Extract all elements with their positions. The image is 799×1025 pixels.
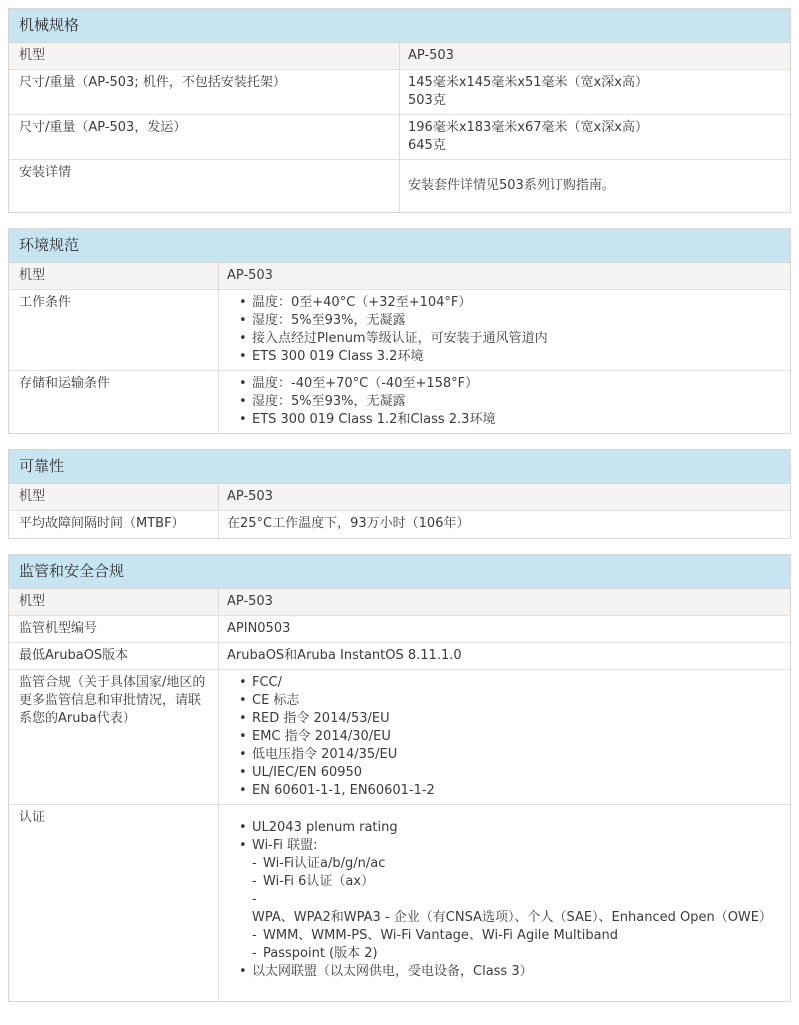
- row-value: [219, 263, 790, 289]
- table-row: [9, 371, 790, 433]
- value-line: • 接入点经过Plenum等级认证，可安装于通风管道内: [227, 330, 782, 348]
- value-line: 645克: [408, 138, 446, 153]
- row-label: 尺寸/重量（AP-503，发运）: [9, 115, 400, 159]
- table-row: [9, 160, 790, 212]
- section-title-regulatory: 监管和安全合规: [9, 555, 790, 589]
- table-row: [9, 670, 790, 805]
- row-label: 平均故障间隔时间（MTBF）: [9, 511, 219, 538]
- row-label: 尺寸/重量（AP-503; 机件，不包括安装托架）: [9, 70, 400, 114]
- value-line: • 湿度：5%至93%，无凝露: [227, 312, 782, 330]
- row-label: 安装详情: [9, 160, 400, 212]
- value-line: • RED 指令 2014/53/EU: [227, 710, 782, 728]
- table-row: [9, 589, 790, 616]
- row-value: [219, 371, 790, 433]
- row-label: 监管合规（关于具体国家/地区的更多监管信息和审批情况，请联系您的Aruba代表）: [9, 670, 219, 804]
- table-row: [9, 484, 790, 511]
- value-line: 145毫米x145毫米x51毫米（宽x深x高）: [408, 75, 648, 90]
- value-line: • UL2043 plenum rating: [227, 819, 782, 837]
- value-line: AP-503: [408, 48, 454, 63]
- section-title-mechanical: 机械规格: [9, 9, 790, 43]
- row-label: 机型: [9, 43, 400, 69]
- value-line: - WMM、WMM-PS、Wi-Fi Vantage、Wi-Fi Agile Multiband: [227, 927, 782, 945]
- value-line: • ETS 300 019 Class 1.2和Class 2.3环境: [227, 411, 782, 429]
- value-line: 在25°C工作温度下，93万小时（106年）: [227, 516, 470, 531]
- value-line: - Wi-Fi 6认证（ax）: [227, 873, 782, 891]
- value-line: - WPA、WPA2和WPA3 - 企业（有CNSA选项）、个人（SAE）、Enhanced Open（OWE）: [227, 891, 782, 927]
- table-row: [9, 616, 790, 643]
- value-line: AP-503: [227, 268, 273, 283]
- mechanical-specs-table: [8, 8, 791, 213]
- value-line: AP-503: [227, 594, 273, 609]
- row-label: 机型: [9, 263, 219, 289]
- row-value: [219, 589, 790, 615]
- value-line: APIN0503: [227, 621, 291, 636]
- value-line: • Wi-Fi 联盟:: [227, 837, 782, 855]
- environmental-specs-table: [8, 228, 791, 434]
- value-line: • 低电压指令 2014/35/EU: [227, 746, 782, 764]
- row-label: 监管机型编号: [9, 616, 219, 642]
- table-row: [9, 805, 790, 1001]
- table-row: [9, 70, 790, 115]
- value-line: 503克: [408, 93, 446, 108]
- row-value: [400, 160, 790, 212]
- row-value: [219, 511, 790, 538]
- value-line: - Passpoint (版本 2): [227, 945, 782, 963]
- table-row: [9, 511, 790, 538]
- value-line: ArubaOS和Aruba InstantOS 8.11.1.0: [227, 648, 462, 663]
- value-line: AP-503: [227, 489, 273, 504]
- table-row: [9, 115, 790, 160]
- value-line: • 温度：-40至+70°C（-40至+158°F）: [227, 375, 782, 393]
- row-value: [219, 670, 790, 804]
- table-row: [9, 290, 790, 371]
- table-row: [9, 43, 790, 70]
- value-line: • CE 标志: [227, 692, 782, 710]
- row-value: [400, 115, 790, 159]
- table-row: [9, 263, 790, 290]
- value-line: • 以太网联盟（以太网供电，受电设备，Class 3）: [227, 963, 782, 981]
- row-label: 存储和运输条件: [9, 371, 219, 433]
- row-label: 认证: [9, 805, 219, 1001]
- value-line: 安装套件详情见503系列订购指南。: [408, 178, 615, 193]
- row-value: [219, 290, 790, 370]
- row-label: 机型: [9, 589, 219, 615]
- value-line: 196毫米x183毫米x67毫米（宽x深x高）: [408, 120, 648, 135]
- row-value: [219, 616, 790, 642]
- value-line: • 湿度：5%至93%，无凝露: [227, 393, 782, 411]
- row-value: [219, 805, 790, 1001]
- section-title-environmental: 环境规范: [9, 229, 790, 263]
- value-line: - Wi-Fi认证a/b/g/n/ac: [227, 855, 782, 873]
- row-value: [219, 643, 790, 669]
- reliability-table: [8, 449, 791, 539]
- row-value: [400, 43, 790, 69]
- row-label: 机型: [9, 484, 219, 510]
- section-title-reliability: 可靠性: [9, 450, 790, 484]
- table-row: [9, 643, 790, 670]
- regulatory-compliance-table: [8, 554, 791, 1002]
- value-line: • EN 60601-1-1, EN60601-1-2: [227, 782, 782, 800]
- value-line: • EMC 指令 2014/30/EU: [227, 728, 782, 746]
- row-label: 最低ArubaOS版本: [9, 643, 219, 669]
- row-value: [219, 484, 790, 510]
- value-line: • UL/IEC/EN 60950: [227, 764, 782, 782]
- row-label: 工作条件: [9, 290, 219, 370]
- value-line: • 温度：0至+40°C（+32至+104°F）: [227, 294, 782, 312]
- value-line: • FCC/: [227, 674, 782, 692]
- value-line: • ETS 300 019 Class 3.2环境: [227, 348, 782, 366]
- row-value: [400, 70, 790, 114]
